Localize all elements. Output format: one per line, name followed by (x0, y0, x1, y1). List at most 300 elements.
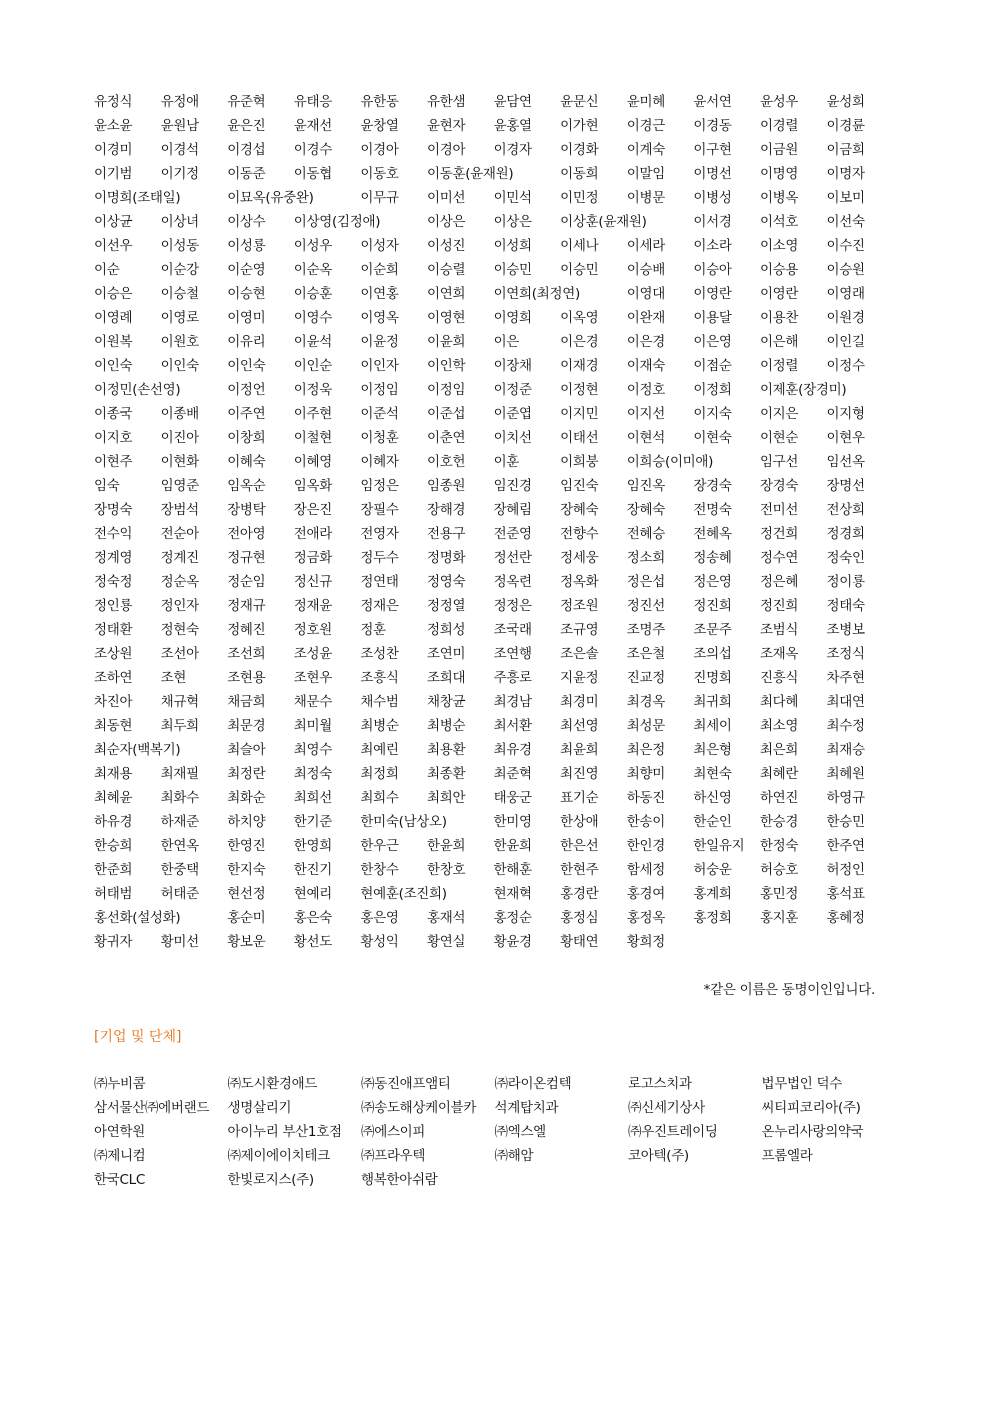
donor-name: 홍경여 (626, 886, 665, 902)
donor-name: 이은경 (560, 334, 599, 350)
donor-name: 전아영 (227, 526, 266, 542)
donor-name: 이동희 (560, 166, 599, 182)
donor-name: 이재숙 (626, 358, 665, 374)
donor-name: 한미숙(남상오) (360, 814, 447, 830)
donor-name: 이묘옥(유중완) (227, 190, 314, 206)
donor-name: 최정란 (227, 766, 266, 782)
donor-name: 정숙정 (94, 574, 133, 590)
donor-name: 홍정심 (560, 910, 599, 926)
donor-name: 최희수 (360, 790, 399, 806)
donor-name: 채문수 (293, 694, 333, 710)
donor-name: 하유경 (94, 814, 133, 830)
name-spacer (161, 906, 228, 930)
donor-name: 정순옥 (160, 574, 199, 590)
donor-name: 홍지훈 (759, 910, 799, 926)
donor-name: 조규영 (560, 622, 599, 638)
donor-name: 최서환 (493, 718, 532, 734)
donor-name: 이병문 (626, 190, 665, 206)
donor-name: 이동호 (360, 166, 399, 182)
donor-name: 이선우 (94, 238, 133, 254)
donor-name: 이승배 (626, 262, 665, 278)
donor-name: 이주현 (293, 406, 333, 422)
donor-name: 정순임 (227, 574, 266, 590)
donor-name: 현예리 (293, 886, 333, 902)
donor-name: 조명주 (626, 622, 665, 638)
homonym-note: *같은 이름은 동명이인입니다. (703, 982, 875, 998)
donor-name: 조재옥 (759, 646, 799, 662)
donor-name: 허승호 (759, 862, 799, 878)
organization-name: 로고스치과 (628, 1076, 692, 1092)
donor-name: 이승훈 (293, 286, 333, 302)
donor-name: 한현주 (560, 862, 599, 878)
donor-name: 최선영 (560, 718, 599, 734)
donor-name: 한주연 (826, 838, 865, 854)
donor-name: 정금화 (293, 550, 333, 566)
donor-name: 최향미 (626, 766, 665, 782)
name-spacer (360, 210, 427, 234)
donor-name: 이인숙 (227, 358, 266, 374)
donor-name: 조정식 (826, 646, 865, 662)
donor-name: 최은정 (626, 742, 665, 758)
donor-name: 이혜영 (293, 454, 333, 470)
donor-name: 황태연 (560, 934, 599, 950)
donor-name: 조연미 (426, 646, 466, 662)
donor-name: 정옥련 (493, 574, 532, 590)
donor-name: 정정열 (426, 598, 466, 614)
donor-name: 정태숙 (826, 598, 865, 614)
donor-name: 이현화 (160, 454, 199, 470)
donor-name: 한정숙 (759, 838, 799, 854)
donor-name: 이구현 (693, 142, 732, 158)
donor-name: 함세정 (626, 862, 665, 878)
donor-name: 조성윤 (293, 646, 333, 662)
donor-name: 최준혁 (493, 766, 532, 782)
donor-name: 정영숙 (426, 574, 466, 590)
donor-name: 한준희 (94, 862, 133, 878)
donor-name: 이점순 (693, 358, 732, 374)
donor-name: 이동훈(윤재원) (426, 166, 514, 182)
organization-name: ㈜제니컴 (94, 1148, 146, 1164)
donor-name: 이영례 (94, 310, 133, 326)
donor-name: 정태환 (94, 622, 133, 638)
donor-name: 이원경 (826, 310, 865, 326)
donor-name: 이순희 (360, 262, 399, 278)
donor-name: 최재용 (94, 766, 133, 782)
donor-name: 한연옥 (160, 838, 199, 854)
donor-name: 조희대 (426, 670, 466, 686)
donor-name: 임옥순 (227, 478, 266, 494)
donor-name: 이경아 (360, 142, 399, 158)
donor-name: 이청훈 (360, 430, 399, 446)
organization-name: ㈜프라우텍 (361, 1148, 426, 1164)
donor-name: 홍민정 (759, 886, 799, 902)
donor-name: 이상은 (493, 214, 532, 230)
donor-name: 이은 (493, 334, 520, 350)
donor-name: 황미선 (160, 934, 199, 950)
donor-name: 윤성우 (759, 94, 799, 110)
donor-name: 정진희 (759, 598, 799, 614)
donor-name: 최경미 (560, 694, 599, 710)
donor-name: 장은진 (293, 502, 333, 518)
donor-name: 이석호 (759, 214, 799, 230)
organization-name: 프롬엘라 (761, 1148, 813, 1164)
donor-name: 이정욱 (293, 382, 333, 398)
donor-name: 이인순 (293, 358, 333, 374)
donor-name: 이영대 (626, 286, 665, 302)
donor-name: 이선숙 (826, 214, 865, 230)
donor-name: 이세라 (626, 238, 665, 254)
donor-name: 유한샘 (426, 94, 466, 110)
donor-name: 최경남 (493, 694, 532, 710)
donor-name: 정송혜 (693, 550, 732, 566)
donor-name: 정숙인 (826, 550, 865, 566)
donor-name: 이보미 (826, 190, 865, 206)
donor-name: 최화순 (227, 790, 266, 806)
donor-name: 한우근 (360, 838, 399, 854)
donor-name: 이서경 (693, 214, 732, 230)
donor-name: 홍재석 (426, 910, 466, 926)
donor-name: 이경석 (160, 142, 199, 158)
donor-name: 이소영 (759, 238, 799, 254)
donor-name: 이인길 (826, 334, 865, 350)
organization-name: ㈜라이온컴텍 (494, 1076, 572, 1092)
donor-name: 홍순미 (227, 910, 266, 926)
organization-name: 씨티피코리아(주) (761, 1100, 861, 1116)
donor-name: 전영자 (360, 526, 399, 542)
donor-name: 정정은 (493, 598, 532, 614)
donor-name: 이현숙 (693, 430, 732, 446)
donor-name: 윤홍열 (493, 118, 532, 134)
donor-name: 조현우 (293, 670, 333, 686)
donor-name: 하재준 (160, 814, 199, 830)
donor-name: 최혜원 (826, 766, 865, 782)
donor-name: 정재윤 (293, 598, 333, 614)
organization-name: 아이누리 부산1호점 (227, 1124, 342, 1140)
donor-name: 이영현 (426, 310, 466, 326)
donor-name: 전순아 (160, 526, 199, 542)
donor-name: 임선옥 (826, 454, 865, 470)
donor-name: 채규혁 (160, 694, 199, 710)
donor-name: 황귀자 (94, 934, 133, 950)
name-spacer (294, 186, 361, 210)
donor-name: 이성자 (360, 238, 399, 254)
donor-name: 황보운 (227, 934, 266, 950)
donor-name: 현재혁 (493, 886, 532, 902)
donor-name: 장필수 (360, 502, 399, 518)
organization-list (94, 1072, 914, 1192)
donor-name: 조현용 (227, 670, 266, 686)
donor-name: 이창희 (227, 430, 266, 446)
donor-name: 최대연 (826, 694, 865, 710)
donor-name: 하연진 (759, 790, 799, 806)
donor-name: 이정호 (626, 382, 665, 398)
donor-name: 윤성희 (826, 94, 865, 110)
donor-name: 이혜숙 (227, 454, 266, 470)
donor-name: 조연행 (493, 646, 532, 662)
donor-name: 최은희 (759, 742, 799, 758)
donor-name: 이명자 (826, 166, 865, 182)
donor-name: 이경륜 (826, 118, 865, 134)
donor-name: 이가현 (560, 118, 599, 134)
donor-name: 이소라 (693, 238, 732, 254)
donor-name: 태웅군 (493, 790, 532, 806)
donor-name: 이영옥 (360, 310, 399, 326)
donor-name: 이제훈(장경미) (759, 382, 847, 398)
donor-name: 한창호 (426, 862, 466, 878)
name-spacer (827, 378, 894, 402)
section-title-organizations: [기업 및 단체] (94, 1029, 182, 1045)
donor-name: 최정희 (360, 766, 399, 782)
donor-name: 이금희 (826, 142, 865, 158)
donor-name: 이경수 (293, 142, 333, 158)
donor-name: 최은형 (693, 742, 732, 758)
donor-name: 정명화 (426, 550, 466, 566)
donor-name: 한영진 (227, 838, 266, 854)
donor-name: 전용구 (426, 526, 466, 542)
donor-name: 이인숙 (160, 358, 199, 374)
donor-name: 이영로 (160, 310, 199, 326)
donor-name: 정진선 (626, 598, 665, 614)
donor-name: 이무규 (360, 190, 399, 206)
donor-name: 장혜림 (493, 502, 532, 518)
donor-name: 이동준 (227, 166, 266, 182)
donor-name: 유준혁 (227, 94, 266, 110)
organization-name: 행복한아쉬람 (361, 1172, 438, 1188)
organization-name: 한국CLC (94, 1172, 145, 1188)
name-spacer (161, 186, 228, 210)
name-spacer (427, 882, 494, 906)
donor-name: 한창수 (360, 862, 399, 878)
organization-name: 석계탑치과 (494, 1100, 559, 1116)
donor-name: 이승민 (560, 262, 599, 278)
donor-name: 최다혜 (759, 694, 799, 710)
donor-name: 정인룡 (94, 598, 133, 614)
donor-name: 이현순 (759, 430, 799, 446)
donor-name: 정경희 (826, 526, 865, 542)
donor-name: 최순자(백복기) (94, 742, 181, 758)
donor-name: 유정식 (94, 94, 133, 110)
donor-name: 진명희 (693, 670, 732, 686)
organization-name: ㈜제이에이치테크 (227, 1148, 330, 1164)
donor-name: 황선도 (293, 934, 333, 950)
donor-name: 이승현 (227, 286, 266, 302)
donor-name: 한승민 (826, 814, 865, 830)
donor-name: 이상녀 (160, 214, 199, 230)
donor-name: 최귀희 (693, 694, 732, 710)
donor-name: 이말임 (626, 166, 665, 182)
name-spacer (627, 210, 694, 234)
donor-name: 임영준 (160, 478, 199, 494)
donor-name: 이훈 (493, 454, 520, 470)
donor-name: 정계영 (94, 550, 133, 566)
donor-name: 윤문신 (560, 94, 599, 110)
donor-name: 이정희 (693, 382, 732, 398)
donor-name: 이재경 (560, 358, 599, 374)
donor-name: 이순옥 (293, 262, 333, 278)
donor-name: 최경옥 (626, 694, 665, 710)
donor-name: 윤서연 (693, 94, 732, 110)
donor-name: 허태준 (160, 886, 199, 902)
donor-name: 이춘연 (426, 430, 466, 446)
donor-name: 이정준 (493, 382, 532, 398)
donor-name: 조문주 (693, 622, 732, 638)
donor-name: 윤재선 (293, 118, 333, 134)
donor-name: 이현석 (626, 430, 665, 446)
donor-name: 최혜란 (759, 766, 799, 782)
donor-name: 이성희 (493, 238, 532, 254)
donor-name: 조선아 (160, 646, 199, 662)
donor-name: 윤소윤 (94, 118, 133, 134)
donor-name: 조흥식 (360, 670, 399, 686)
donor-name: 이경아 (426, 142, 466, 158)
name-spacer (494, 162, 561, 186)
donor-name: 정신규 (293, 574, 333, 590)
donor-name: 채금희 (227, 694, 266, 710)
donor-name: 최현숙 (693, 766, 732, 782)
donor-name: 이경섭 (227, 142, 266, 158)
donor-name: 이유리 (227, 334, 266, 350)
name-spacer (161, 378, 228, 402)
donor-name: 이성우 (293, 238, 333, 254)
donor-name: 한순인 (693, 814, 732, 830)
donor-name: 이지선 (626, 406, 665, 422)
donor-name: 조선희 (227, 646, 266, 662)
organization-name: 한빛로지스(주) (227, 1172, 314, 1188)
donor-name: 윤미혜 (626, 94, 665, 110)
donor-name: 최재승 (826, 742, 865, 758)
donor-name: 이지호 (94, 430, 133, 446)
donor-name: 현예훈(조진희) (360, 886, 447, 902)
donor-name: 장명선 (826, 478, 865, 494)
donor-name: 임구선 (759, 454, 799, 470)
donor-name: 이명선 (693, 166, 732, 182)
donor-name: 이기범 (94, 166, 133, 182)
donor-name: 임숙 (94, 478, 120, 494)
donor-name: 최정숙 (293, 766, 333, 782)
donor-name: 한중택 (160, 862, 199, 878)
organization-name: ㈜신세기상사 (628, 1100, 705, 1116)
donor-name: 장혜숙 (560, 502, 599, 518)
donor-name: 윤담연 (493, 94, 532, 110)
donor-name: 윤창열 (360, 118, 399, 134)
donor-name: 하치양 (227, 814, 266, 830)
donor-name: 최화수 (160, 790, 199, 806)
donor-name: 최예린 (360, 742, 399, 758)
donor-name: 이영란 (759, 286, 799, 302)
donor-name: 임옥화 (293, 478, 333, 494)
donor-name: 정세웅 (560, 550, 599, 566)
donor-name: 이지은 (759, 406, 799, 422)
donor-name: 이정언 (227, 382, 266, 398)
donor-name: 전혜승 (626, 526, 665, 542)
organization-name: ㈜해암 (494, 1148, 534, 1164)
donor-name: 한윤희 (426, 838, 466, 854)
donor-name: 정계진 (160, 550, 199, 566)
donor-name: 장경숙 (759, 478, 799, 494)
donor-name: 정두수 (360, 550, 399, 566)
donor-name: 한미영 (493, 814, 532, 830)
donor-name: 이경동 (693, 118, 732, 134)
donor-name: 이민정 (560, 190, 599, 206)
donor-name: 차주현 (826, 670, 865, 686)
donor-name: 홍정희 (693, 910, 732, 926)
donor-name: 장해경 (426, 502, 466, 518)
donor-name: 이경자 (493, 142, 532, 158)
donor-name: 조하연 (94, 670, 133, 686)
donor-name: 윤현자 (426, 118, 466, 134)
donor-name: 이연홍 (360, 286, 399, 302)
donor-name: 홍경란 (560, 886, 599, 902)
donor-name: 이상은 (426, 214, 466, 230)
donor-name: 전준영 (493, 526, 532, 542)
donor-name: 한승희 (94, 838, 133, 854)
donor-name: 최종환 (426, 766, 466, 782)
donor-name: 이경근 (626, 118, 665, 134)
donor-name: 윤원남 (160, 118, 199, 134)
organization-name: 생명살리기 (227, 1100, 292, 1116)
donor-name: 이경렬 (759, 118, 799, 134)
donor-name: 이준엽 (493, 406, 532, 422)
donor-name: 주흥로 (493, 670, 532, 686)
donor-name: 이은영 (693, 334, 732, 350)
donor-name: 이장채 (493, 358, 532, 374)
donor-name: 임진옥 (626, 478, 665, 494)
donor-name: 정건희 (759, 526, 799, 542)
organization-name: ㈜우진트레이딩 (628, 1124, 718, 1140)
donor-name: 이정수 (826, 358, 865, 374)
donor-name: 이현우 (826, 430, 865, 446)
donor-name: 이정렬 (759, 358, 799, 374)
donor-name: 이세나 (560, 238, 599, 254)
donor-name: 정옥화 (560, 574, 599, 590)
donor-name: 이승철 (160, 286, 199, 302)
donor-name: 이승원 (826, 262, 865, 278)
donor-name: 이준석 (360, 406, 399, 422)
donor-name: 최윤희 (560, 742, 599, 758)
donor-name: 이상수 (227, 214, 266, 230)
donor-name: 전명숙 (693, 502, 732, 518)
donor-name: 이미선 (426, 190, 466, 206)
organization-name: ㈜에스이피 (361, 1124, 426, 1140)
donor-name: 전애라 (293, 526, 333, 542)
name-spacer (427, 810, 494, 834)
donor-name: 이정임 (426, 382, 466, 398)
donor-name: 홍혜정 (826, 910, 865, 926)
donor-name: 이승아 (693, 262, 732, 278)
donor-name: 이명영 (759, 166, 799, 182)
donor-name: 이영희 (493, 310, 532, 326)
donor-name: 이승민 (493, 262, 532, 278)
donor-name: 이지숙 (693, 406, 732, 422)
donor-name: 홍정순 (493, 910, 532, 926)
donor-name: 최재필 (160, 766, 199, 782)
donor-name: 한해훈 (493, 862, 532, 878)
donor-name: 장범석 (160, 502, 199, 518)
donor-name: 이철현 (293, 430, 333, 446)
donor-name: 이인숙 (94, 358, 133, 374)
donor-name: 최혜윤 (94, 790, 133, 806)
donor-name: 허숭운 (693, 862, 732, 878)
donor-name: 최희안 (426, 790, 466, 806)
name-spacer (560, 282, 627, 306)
donor-name: 정호원 (293, 622, 333, 638)
donor-name: 이옥영 (560, 310, 599, 326)
donor-name: 이성진 (426, 238, 466, 254)
donor-name: 이지민 (560, 406, 599, 422)
donor-name: 한상애 (560, 814, 599, 830)
donor-name: 이상훈(윤재원) (560, 214, 647, 230)
donor-name: 이종배 (160, 406, 199, 422)
